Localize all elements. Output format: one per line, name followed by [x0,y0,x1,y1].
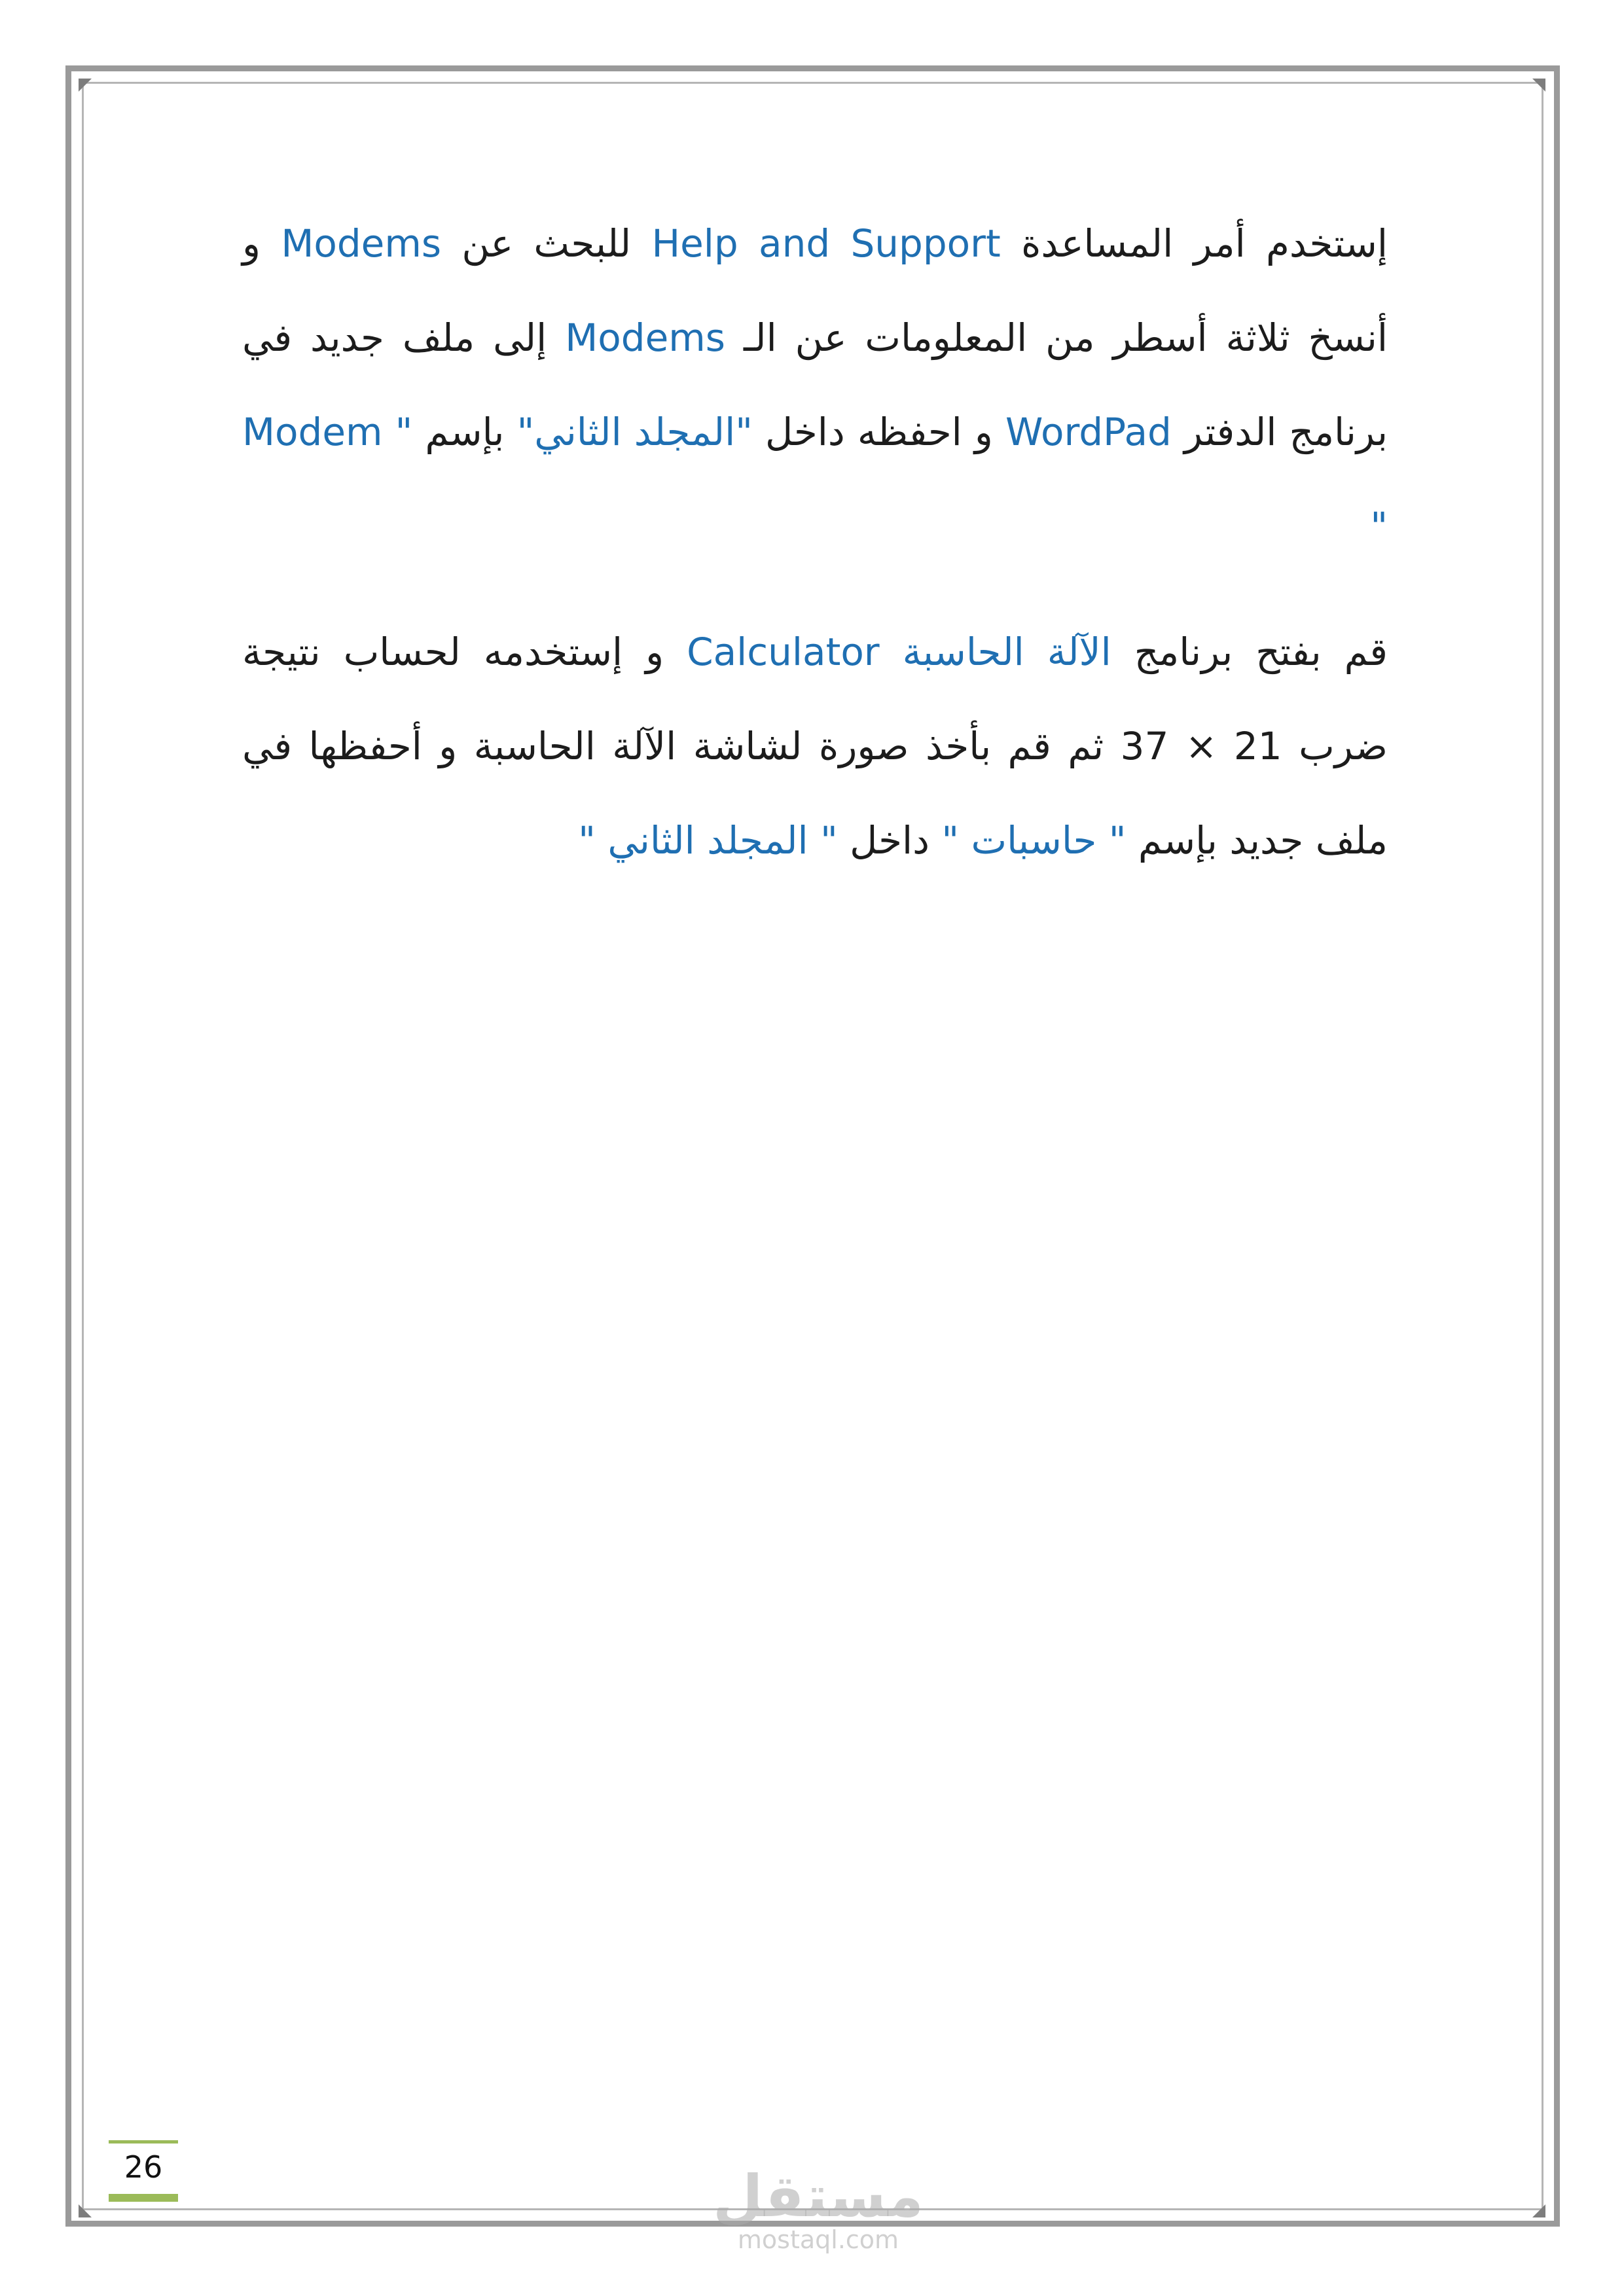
highlighted-term: " حاسبات " [941,818,1127,863]
page-number: 26 [109,2140,178,2202]
corner-ornament-top-right [1532,79,1545,92]
watermark-arabic: مستقل [713,2162,924,2230]
text-segment: و احفظه داخل [752,410,1006,454]
text-segment: قم بفتح برنامج [1111,630,1388,674]
text-segment: داخل [837,818,942,863]
highlighted-term: " Modem " [242,410,1388,548]
highlighted-term: WordPad [1005,410,1172,454]
page-content [242,196,1388,919]
highlighted-term: Modems [565,315,725,360]
corner-ornament-top-left [79,79,92,92]
watermark-latin: mostaql.com [737,2225,899,2254]
highlighted-term: "المجلد الثاني" [516,410,753,454]
text-segment: و أنسخ ثلاثة أسطر من المعلومات عن الـ [242,221,1388,360]
instruction-paragraph-1 [242,196,1388,573]
highlighted-term: Modems [281,221,442,266]
text-segment: إستخدم أمر المساعدة [1000,221,1388,266]
text-segment: إلى ملف جديد في برنامج الدفتر [242,315,1388,454]
highlighted-term: الآلة الحاسبة Calculator [687,630,1111,674]
corner-ornament-bottom-right [1532,2204,1545,2217]
instruction-paragraph-2 [242,605,1388,888]
text-segment: و إستخدمه لحساب نتيجة ضرب 21 × 37 ثم قم بأخذ صورة لشاشة الآلة الحاسبة و أحفظها في ملف جديد بإسم [242,630,1388,863]
highlighted-term: Help and Support [651,221,1001,266]
highlighted-term: " المجلد الثاني " [578,818,838,863]
text-segment: للبحث عن [441,221,652,266]
watermark-logo [707,2162,929,2254]
text-segment: بإسم [412,410,517,454]
corner-ornament-bottom-left [79,2204,92,2217]
